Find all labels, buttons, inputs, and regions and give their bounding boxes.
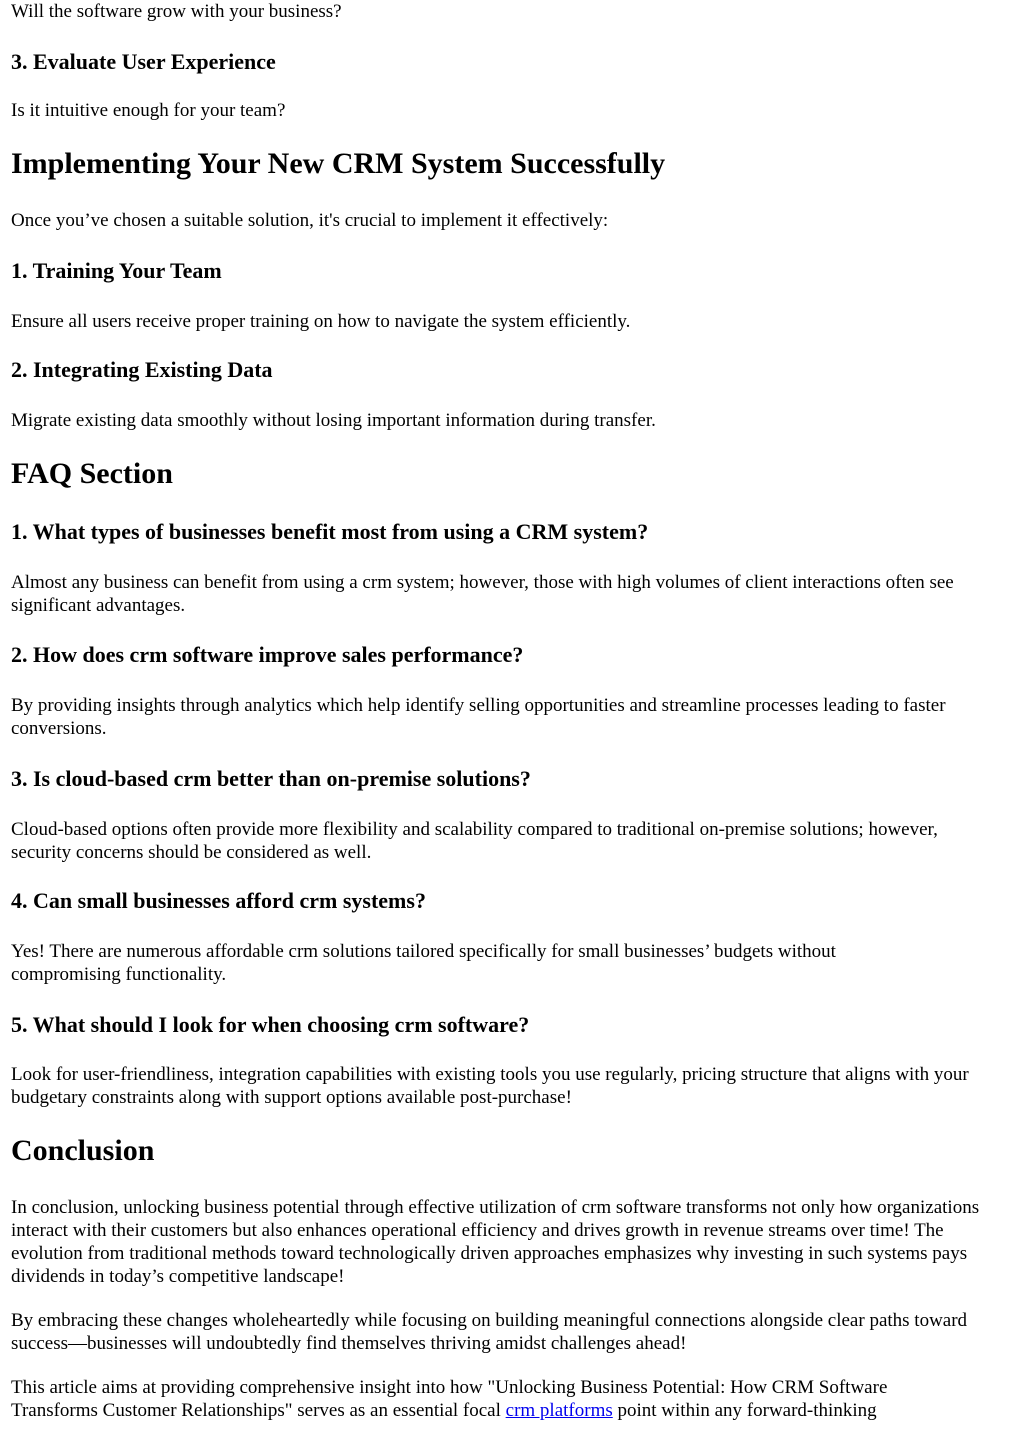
faq-answer: Cloud-based options often provide more flexibility and scalability compared to traditional on-premise solutions; however, security concerns should be considered as well.	[11, 819, 938, 863]
faq-question: 3. Is cloud-based crm better than on-premise solutions?	[11, 766, 531, 791]
intro-tail-text: Will the software grow with your business?	[11, 1, 342, 22]
step-heading-integrating: 2. Integrating Existing Data	[11, 357, 273, 382]
evaluate-text: Is it intuitive enough for your team?	[11, 100, 286, 121]
step-heading-training: 1. Training Your Team	[11, 258, 222, 283]
conclusion-heading: Conclusion	[11, 1134, 155, 1167]
faq-question: 1. What types of businesses benefit most from using a CRM system?	[11, 519, 649, 544]
faq-answer: Almost any business can benefit from using a crm system; however, those with high volumes of client interactions often see significant advantages.	[11, 572, 954, 616]
faq-question: 2. How does crm software improve sales performance?	[11, 642, 524, 667]
implementing-heading: Implementing Your New CRM System Successfully	[11, 147, 666, 180]
conclusion-paragraph: In conclusion, unlocking business potential through effective utilization of crm software transforms not only how organizations interact with their customers but also enhances operational efficiency and drives growth in revenue streams over time! The evolution from traditional methods toward technologically driven approaches emphasizes why investing in such systems pays dividends in today’s competitive landscape!	[11, 1197, 980, 1287]
faq-heading: FAQ Section	[11, 457, 173, 490]
faq-answer: Look for user-friendliness, integration capabilities with existing tools you use regularly, pricing structure that aligns with your budgetary constraints along with support options available post-purchase!	[11, 1064, 969, 1108]
conclusion-paragraph: By embracing these changes wholeheartedly while focusing on building meaningful connections alongside clear paths toward success—businesses will undoubtedly find themselves thriving amidst challenges ahead!	[11, 1310, 968, 1354]
implementing-intro: Once you’ve chosen a suitable solution, it's crucial to implement it effectively:	[11, 210, 609, 231]
faq-question: 4. Can small businesses afford crm systems?	[11, 888, 426, 913]
faq-answer: Yes! There are numerous affordable crm solutions tailored specifically for small businesses’ budgets without compromising functionality.	[11, 941, 836, 985]
step-text-integrating: Migrate existing data smoothly without losing important information during transfer.	[11, 410, 656, 431]
closing-paragraph	[11, 1376, 971, 1422]
faq-question: 5. What should I look for when choosing crm software?	[11, 1012, 530, 1037]
closing-text-before: This article aims at providing comprehensive insight into how "Unlocking Business Potential: How CRM Software Transforms Customer Relationships" serves as an essential focal	[11, 1377, 888, 1421]
evaluate-heading: 3. Evaluate User Experience	[11, 49, 276, 74]
faq-answer: By providing insights through analytics which help identify selling opportunities and streamline processes leading to faster conversions.	[11, 695, 946, 739]
crm-platforms-link[interactable]: crm platforms	[505, 1400, 613, 1421]
step-text-training: Ensure all users receive proper training on how to navigate the system efficiently.	[11, 311, 631, 332]
closing-text-after: point within any forward-thinking	[612, 1400, 877, 1421]
